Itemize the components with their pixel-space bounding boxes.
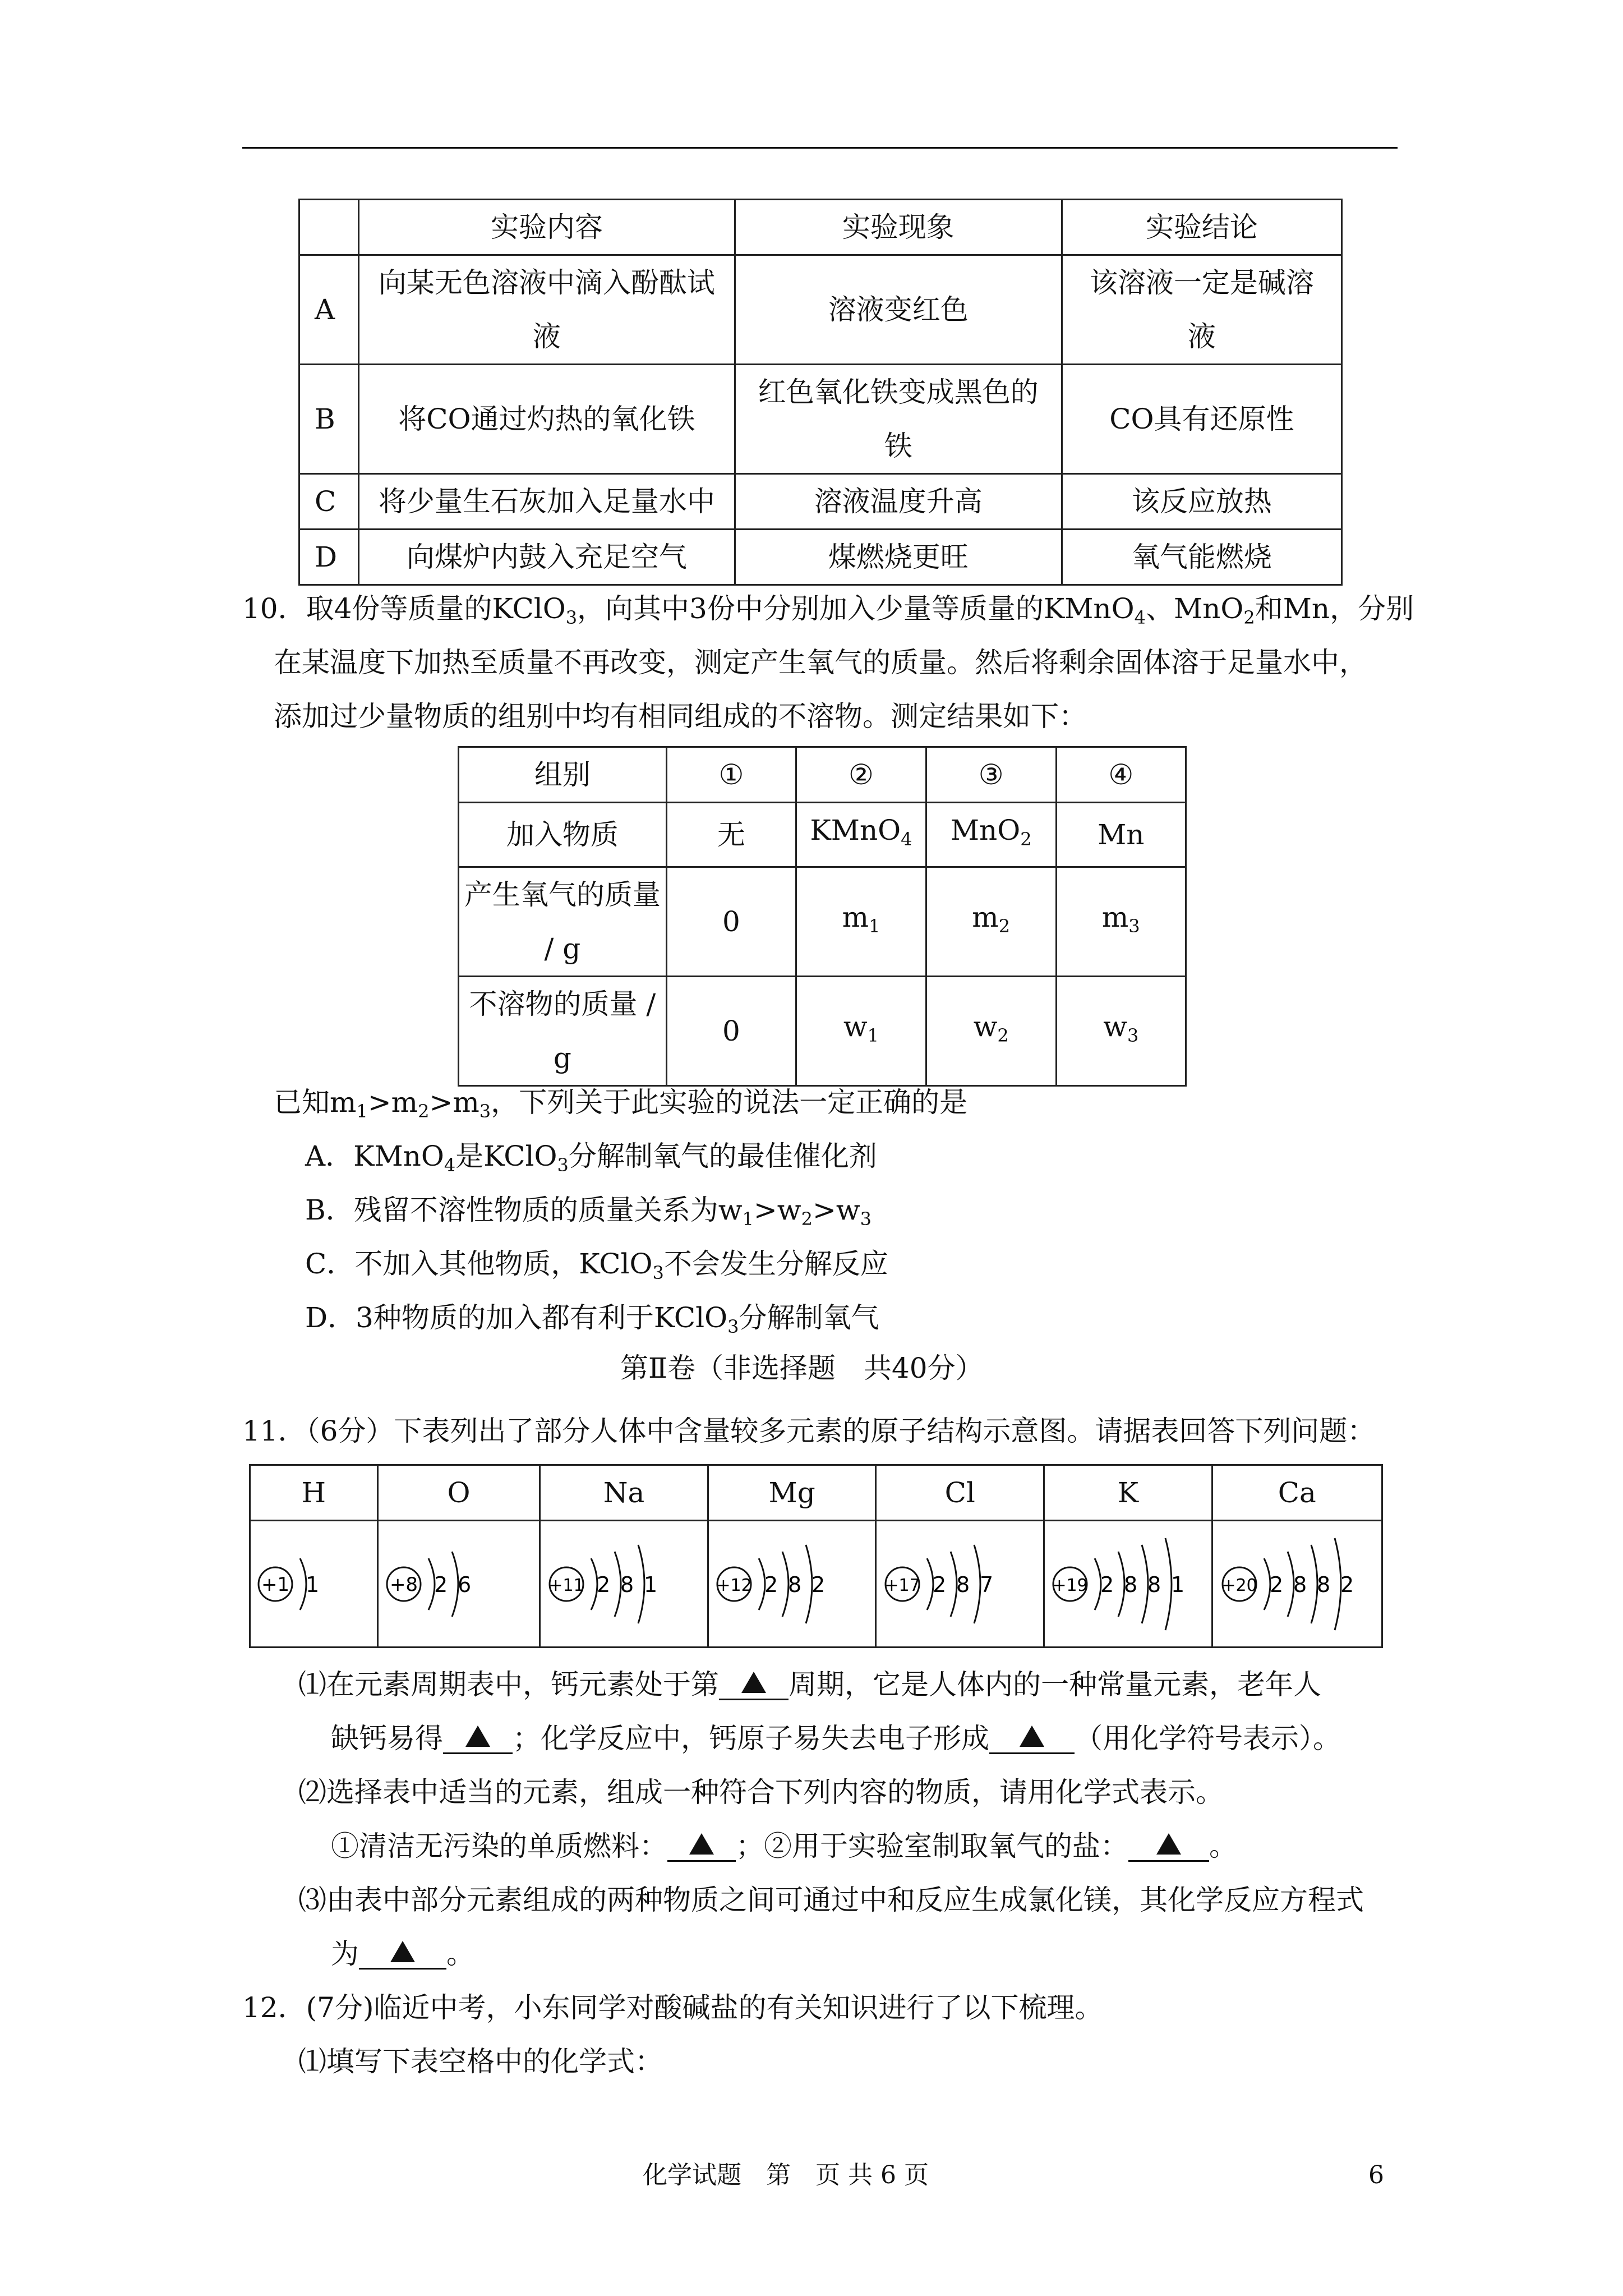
nucleus-charge: +11 [548,1575,584,1595]
added-substance: Mn [1056,803,1186,867]
atom-structure-diagram [380,1528,537,1640]
header-rule [242,147,1398,149]
atom-structure-diagram [252,1528,375,1640]
o2-mass: $m_1$ [796,867,926,977]
insoluble-mass: $w_2$ [926,977,1056,1086]
table-row [299,474,1342,530]
q11-part3-line1: ⑶由表中部分元素组成的两种物质之间可通过中和反应生成氯化镁，其化学反应方程式 [298,1884,1364,1916]
element-symbol: Ca [1212,1465,1382,1521]
row-content: 向煤炉内鼓入充足空气 [358,530,735,585]
q11-intro: 11．（6分）下表列出了部分人体中含量较多元素的原子结构示意图。请据表回答下列问题： [242,1415,1376,1447]
q10-option-c: C．不加入其他物质，KClO$_3$不会发生分解反应 [305,1248,888,1283]
atom-structure-diagram [543,1528,706,1640]
q11-part1-line1: ⑴在元素周期表中，钙元素处于第 周期，它是人体内的一种常量元素，老年人 [298,1668,1321,1701]
table-header-cell: 实验结论 [1062,200,1341,255]
table-header-cell: 实验现象 [735,200,1062,255]
row-content: 将少量生石灰加入足量水中 [358,474,735,530]
electron-count: 6 [457,1572,472,1597]
answer-blank[interactable] [359,1940,446,1970]
electron-count: 2 [1100,1572,1114,1597]
experiment-table [298,199,1343,586]
electron-count: 8 [788,1572,802,1597]
electron-count: 2 [764,1572,778,1597]
row-key: B [299,365,359,474]
q10-line1: 10．取4份等质量的KClO$_3$，向其中3份中分别加入少量等质量的KMnO$_4$、MnO$_2$和Mn，分别 [242,592,1414,628]
table-row [299,365,1342,474]
row-conclusion: 氧气能燃烧 [1062,530,1341,585]
atom-diagram-cell [540,1521,708,1648]
row-phenomenon: 红色氧化铁变成黑色的 铁 [735,365,1062,474]
o2-mass: 0 [666,867,796,977]
atom-structure-diagram [711,1528,873,1640]
electron-count: 2 [1269,1572,1283,1597]
electron-count: 2 [434,1572,448,1597]
insoluble-mass: $w_1$ [796,977,926,1086]
row-conclusion: CO具有还原性 [1062,365,1341,474]
table-header-cell [299,200,359,255]
table-row [299,530,1342,585]
atom-diagram-cell [250,1521,378,1648]
insoluble-mass: $w_3$ [1056,977,1186,1086]
triangle-icon [390,1941,415,1962]
atom-structure-diagram [1046,1528,1209,1640]
added-substance: KMnO$_4$ [796,803,926,867]
atom-structure-diagram [1216,1528,1378,1640]
nucleus-charge: +8 [389,1573,418,1596]
section-title: 第Ⅱ卷（非选择题 共40分） [620,1352,984,1384]
row-conclusion: 该反应放热 [1062,474,1341,530]
q10-header-insoluble: 不溶物的质量 / g [459,977,667,1086]
answer-blank[interactable] [667,1832,736,1862]
element-symbol: Cl [876,1465,1044,1521]
q10-results-table [458,746,1187,1087]
electron-count: 2 [596,1572,610,1597]
atom-diagram-cell [876,1521,1044,1648]
o2-mass: $m_3$ [1056,867,1186,977]
group-label: ③ [926,747,1056,803]
row-phenomenon: 溶液变红色 [735,255,1062,365]
electron-count: 1 [643,1572,657,1597]
group-label: ④ [1056,747,1186,803]
footer-center: 化学试题 第 页 共 6 页 [643,2161,929,2189]
electron-count: 8 [1293,1572,1307,1597]
table-header-cell: 实验内容 [358,200,735,255]
triangle-icon [1156,1833,1181,1855]
element-symbol: O [377,1465,540,1521]
q11-part2: ⑵选择表中适当的元素，组成一种符合下列内容的物质，请用化学式表示。 [298,1776,1224,1809]
electron-count: 2 [932,1572,946,1597]
row-key: C [299,474,359,530]
group-label: ① [666,747,796,803]
o2-mass: $m_2$ [926,867,1056,977]
q10-known: 已知$m_1>m_2>m_3$，下列关于此实验的说法一定正确的是 [274,1086,968,1122]
page-number: 6 [1368,2161,1384,2189]
triangle-icon [465,1726,490,1747]
row-content: 将CO通过灼热的氧化铁 [358,365,735,474]
row-phenomenon: 煤燃烧更旺 [735,530,1062,585]
answer-blank[interactable] [1128,1832,1209,1862]
element-symbol: Mg [708,1465,876,1521]
atom-structure-table [249,1464,1383,1648]
q10-option-d: D．3种物质的加入都有利于KClO$_3$分解制氧气 [305,1301,879,1337]
electron-count: 8 [1124,1572,1138,1597]
q10-line3: 添加过少量物质的组别中均有相同组成的不溶物。测定结果如下： [274,700,1087,733]
insoluble-mass: 0 [666,977,796,1086]
element-symbol: Na [540,1465,708,1521]
electron-count: 7 [979,1572,993,1597]
row-conclusion: 该溶液一定是碱溶 液 [1062,255,1341,365]
triangle-icon [741,1672,766,1693]
q10-header-o2: 产生氧气的质量 / g [459,867,667,977]
electron-count: 2 [1340,1572,1354,1597]
nucleus-charge: +12 [716,1575,752,1595]
row-content: 向某无色溶液中滴入酚酞试 液 [358,255,735,365]
q12-part1: ⑴填写下表空格中的化学式： [298,2045,663,2078]
triangle-icon [689,1833,714,1855]
q10-line2: 在某温度下加热至质量不再改变，测定产生氧气的质量。然后将剩余固体溶于足量水中， [274,646,1367,679]
nucleus-charge: +17 [884,1575,920,1595]
nucleus-charge: +1 [261,1573,290,1596]
q10-header-add: 加入物质 [459,803,667,867]
q10-header-group: 组别 [459,747,667,803]
row-key: D [299,530,359,585]
row-key: A [299,255,359,365]
electron-count: 8 [1147,1572,1161,1597]
electron-count: 8 [620,1572,634,1597]
electron-count: 2 [811,1572,826,1597]
electron-count: 8 [956,1572,970,1597]
electron-count: 8 [1316,1572,1330,1597]
atom-diagram-cell [1044,1521,1212,1648]
q10-option-b: B．残留不溶性物质的质量关系为$w_1>w_2>w_3$ [305,1194,872,1230]
electron-count: 1 [1171,1572,1185,1597]
triangle-icon [1020,1726,1044,1747]
row-phenomenon: 溶液温度升高 [735,474,1062,530]
atom-diagram-cell [708,1521,876,1648]
atom-structure-diagram [879,1528,1041,1640]
nucleus-charge: +20 [1221,1575,1257,1595]
q11-part3-line2: 为 。 [331,1938,474,1970]
group-label: ② [796,747,926,803]
q11-part1-line2: 缺钙易得 ；化学反应中，钙原子易失去电子形成 （用化学符号表示）。 [331,1722,1341,1755]
atom-diagram-cell [1212,1521,1382,1648]
nucleus-charge: +19 [1052,1575,1088,1595]
q11-part2-sub: ①清洁无污染的单质燃料： ；②用于实验室制取氧气的盐： 。 [331,1830,1237,1862]
answer-blank[interactable] [989,1724,1075,1754]
atom-diagram-cell [377,1521,540,1648]
q12-intro: 12．(7分)临近中考，小东同学对酸碱盐的有关知识进行了以下梳理。 [242,1991,1103,2024]
answer-blank[interactable] [443,1724,513,1754]
added-substance: 无 [666,803,796,867]
electron-count: 1 [306,1572,320,1597]
element-symbol: H [250,1465,378,1521]
added-substance: MnO$_2$ [926,803,1056,867]
element-symbol: K [1044,1465,1212,1521]
q10-option-a: A．KMnO$_4$是KClO$_3$分解制氧气的最佳催化剂 [305,1140,877,1176]
table-row [299,255,1342,365]
answer-blank[interactable] [719,1671,789,1700]
